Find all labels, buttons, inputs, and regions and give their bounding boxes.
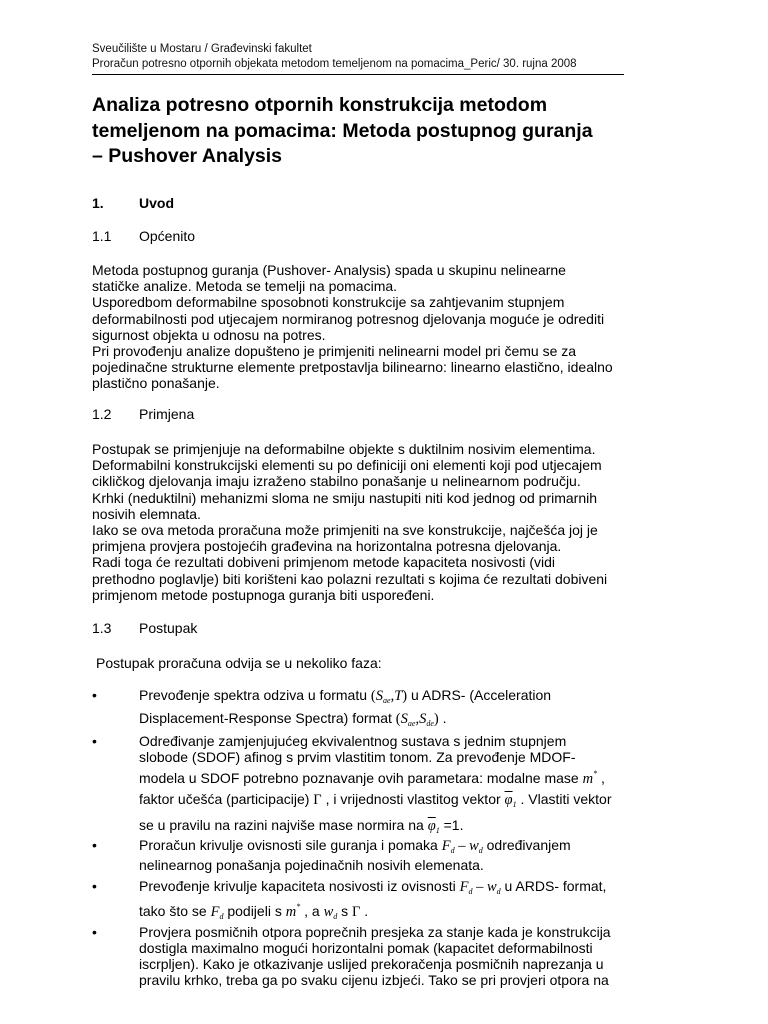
text-line: Iako se ova metoda proračuna može primjeniti na sve konstrukcije, najčešća joj je: [92, 521, 598, 538]
formula-gamma: Γ: [352, 904, 361, 920]
text-line: Proračun krivulje ovisnosti sile guranja i pomaka $F_d - w_d$ određivanjem: [139, 837, 571, 855]
postupak-intro: Postupak proračuna odvija se u nekoliko faza:: [96, 655, 382, 671]
page-header: [92, 42, 624, 72]
formula-phi1: $\overline{\varphi}_1$: [427, 818, 440, 835]
text-line: pojedinačne strukturne elemente pretpostavlja bilinearno: linearno elastično, idealno: [92, 359, 613, 376]
text-line: Prevođenje spektra odziva u formatu $(S_{ae},T)$ u ADRS- (Acceleration: [139, 687, 552, 705]
section-number: 1.2: [92, 406, 112, 422]
text-line: modela u SDOF potrebno poznavanje ovih parametara: modalne mase m* ,: [139, 769, 605, 787]
text-line: Provjera posmičnih otpora poprečnih presjeka za stanje kada je konstrukcija: [139, 924, 611, 940]
text-line: Deformabilni konstrukcijski elementi su po definiciji oni elementi koji pod utjecajem: [92, 457, 602, 474]
text-line: Postupak se primjenjuje na deformabilne objekte s duktilnim nosivim elementima.: [92, 441, 596, 457]
text-line: pravilu krhko, treba ga po svaku cijenu izbjeći. Tako se pri provjeri otpora na: [139, 972, 609, 988]
section-label: Uvod: [139, 195, 174, 211]
title-line: Analiza potresno otpornih konstrukcija metodom: [92, 94, 548, 116]
document-title: [92, 93, 637, 170]
text-line: dostigla maximalno mogući horizontalni pomak (kapacitet deformabilnosti: [139, 940, 593, 956]
title-line: temeljenom na pomacima: Metoda postupnog guranja: [92, 119, 593, 142]
text-line: Pri provođenju analize dopušteno je primjeniti nelinearni model pri čemu se za: [92, 342, 577, 359]
text-line: nelinearnog ponašanja pojedinačnih nosivih elemenata.: [139, 857, 484, 873]
formula-m-star: m*: [285, 902, 301, 920]
paragraph-primjena: [92, 441, 637, 603]
section-number: 1.3: [92, 620, 112, 636]
text-line: Krhki (neduktilni) mehanizmi sloma ne smiju nastupiti niti kod jednog od primarnih: [92, 489, 598, 506]
formula-m-star: m*: [582, 769, 598, 787]
formula-fd-wd: $F_d - w_d$: [441, 838, 483, 855]
formula-sae-t: $(S_{ae},T)$: [370, 688, 408, 705]
text-line: nosivih elemnata.: [92, 505, 201, 522]
text-line: primjena provjera postojećih građevina na horizontalna potresna djelovanja.: [92, 538, 562, 555]
formula-wd: $w_d$: [323, 904, 338, 921]
section-label: Općenito: [139, 228, 196, 244]
section-number: 1.1: [92, 228, 112, 244]
text-line: Radi toga će rezultati dobiveni primjenom metode kapaciteta nosivosti (vidi: [92, 554, 556, 571]
paragraph-opcenito: [92, 262, 637, 392]
text-line: sigurnost objekta u odnosu na potres.: [92, 326, 326, 343]
text-line: tako što se $F_d$ podijeli s m* , a $w_d$ s Γ .: [139, 902, 369, 921]
text-line: Usporedbom deformabilne sposobnoti konstrukcije sa zahtjevanim stupnjem: [92, 294, 565, 311]
header-document-info: Proračun potresno otpornih objekata metodom temeljenom na pomacima_Peric/ 30. rujna 2008: [92, 58, 577, 70]
bullet-icon: •: [92, 878, 97, 894]
header-divider: [92, 74, 624, 75]
text-line: Određivanje zamjenjujućeg ekvivalentnog sustava s jednim stupnjem: [139, 733, 567, 749]
header-institution: Sveučilište u Mostaru / Građevinski fakultet: [92, 43, 312, 55]
text-line: se u pravilu na razini najviše mase normira na $\overline{\varphi}_1 =1$.: [139, 817, 464, 835]
bullet-icon: •: [92, 924, 97, 940]
text-line: slobode (SDOF) afinog s prvim vlastitim tonom. Za prevođenje MDOF-: [139, 749, 576, 765]
text-line: statičke analize. Metoda se temelji na pomacima.: [92, 278, 398, 295]
bullet-icon: •: [92, 687, 97, 703]
text-line: Metoda postupnog guranja (Pushover- Analysis) spada u skupinu nelinearne: [92, 262, 566, 278]
formula-fd: $F_d$: [210, 904, 224, 921]
section-label: Primjena: [139, 406, 195, 422]
section-number: 1.: [92, 195, 104, 211]
title-line: – Pushover Analysis: [92, 145, 283, 167]
text-line: Displacement-Response Spectra) format $(S_{ae},S_{de})$ .: [139, 710, 447, 728]
section-label: Postupak: [139, 620, 198, 636]
formula-gamma: Γ: [313, 792, 322, 808]
formula-sae-sde: $(S_{ae},S_{de})$: [395, 711, 439, 728]
bullet-icon: •: [92, 837, 97, 853]
text-line: Prevođenje krivulje kapaciteta nosivosti iz ovisnosti $F_d - w_d$ u ARDS- format,: [139, 878, 607, 896]
text-line: plastično ponašanje.: [92, 375, 220, 392]
text-line: iscrpljen). Kako je otkazivanje uslijed prekoračenja posmičnih naprezanja u: [139, 956, 604, 972]
text-line: prethodno poglavlje) biti korišteni kao polazni rezultati s kojima će rezultati dobiveni: [92, 570, 608, 587]
text-line: cikličkog djelovanja imaju izraženo stabilno ponašanje u nelinearnom području.: [92, 473, 581, 490]
text-line: faktor učešća (participacije) Γ , i vrijednosti vlastitog vektor $\overline{\varphi}_1$ . Vlastiti vektor: [139, 791, 612, 809]
formula-phi1: $\overline{\varphi}_1$: [504, 792, 517, 809]
formula-fd-wd: $F_d - w_d$: [459, 879, 501, 896]
text-line: primjenom metode postupnoga guranja biti uspoređeni.: [92, 586, 435, 603]
bullet-icon: •: [92, 733, 97, 749]
text-line: deformabilnosti pod utjecajem normiranog potresnog djelovanja moguće je odrediti: [92, 310, 605, 327]
